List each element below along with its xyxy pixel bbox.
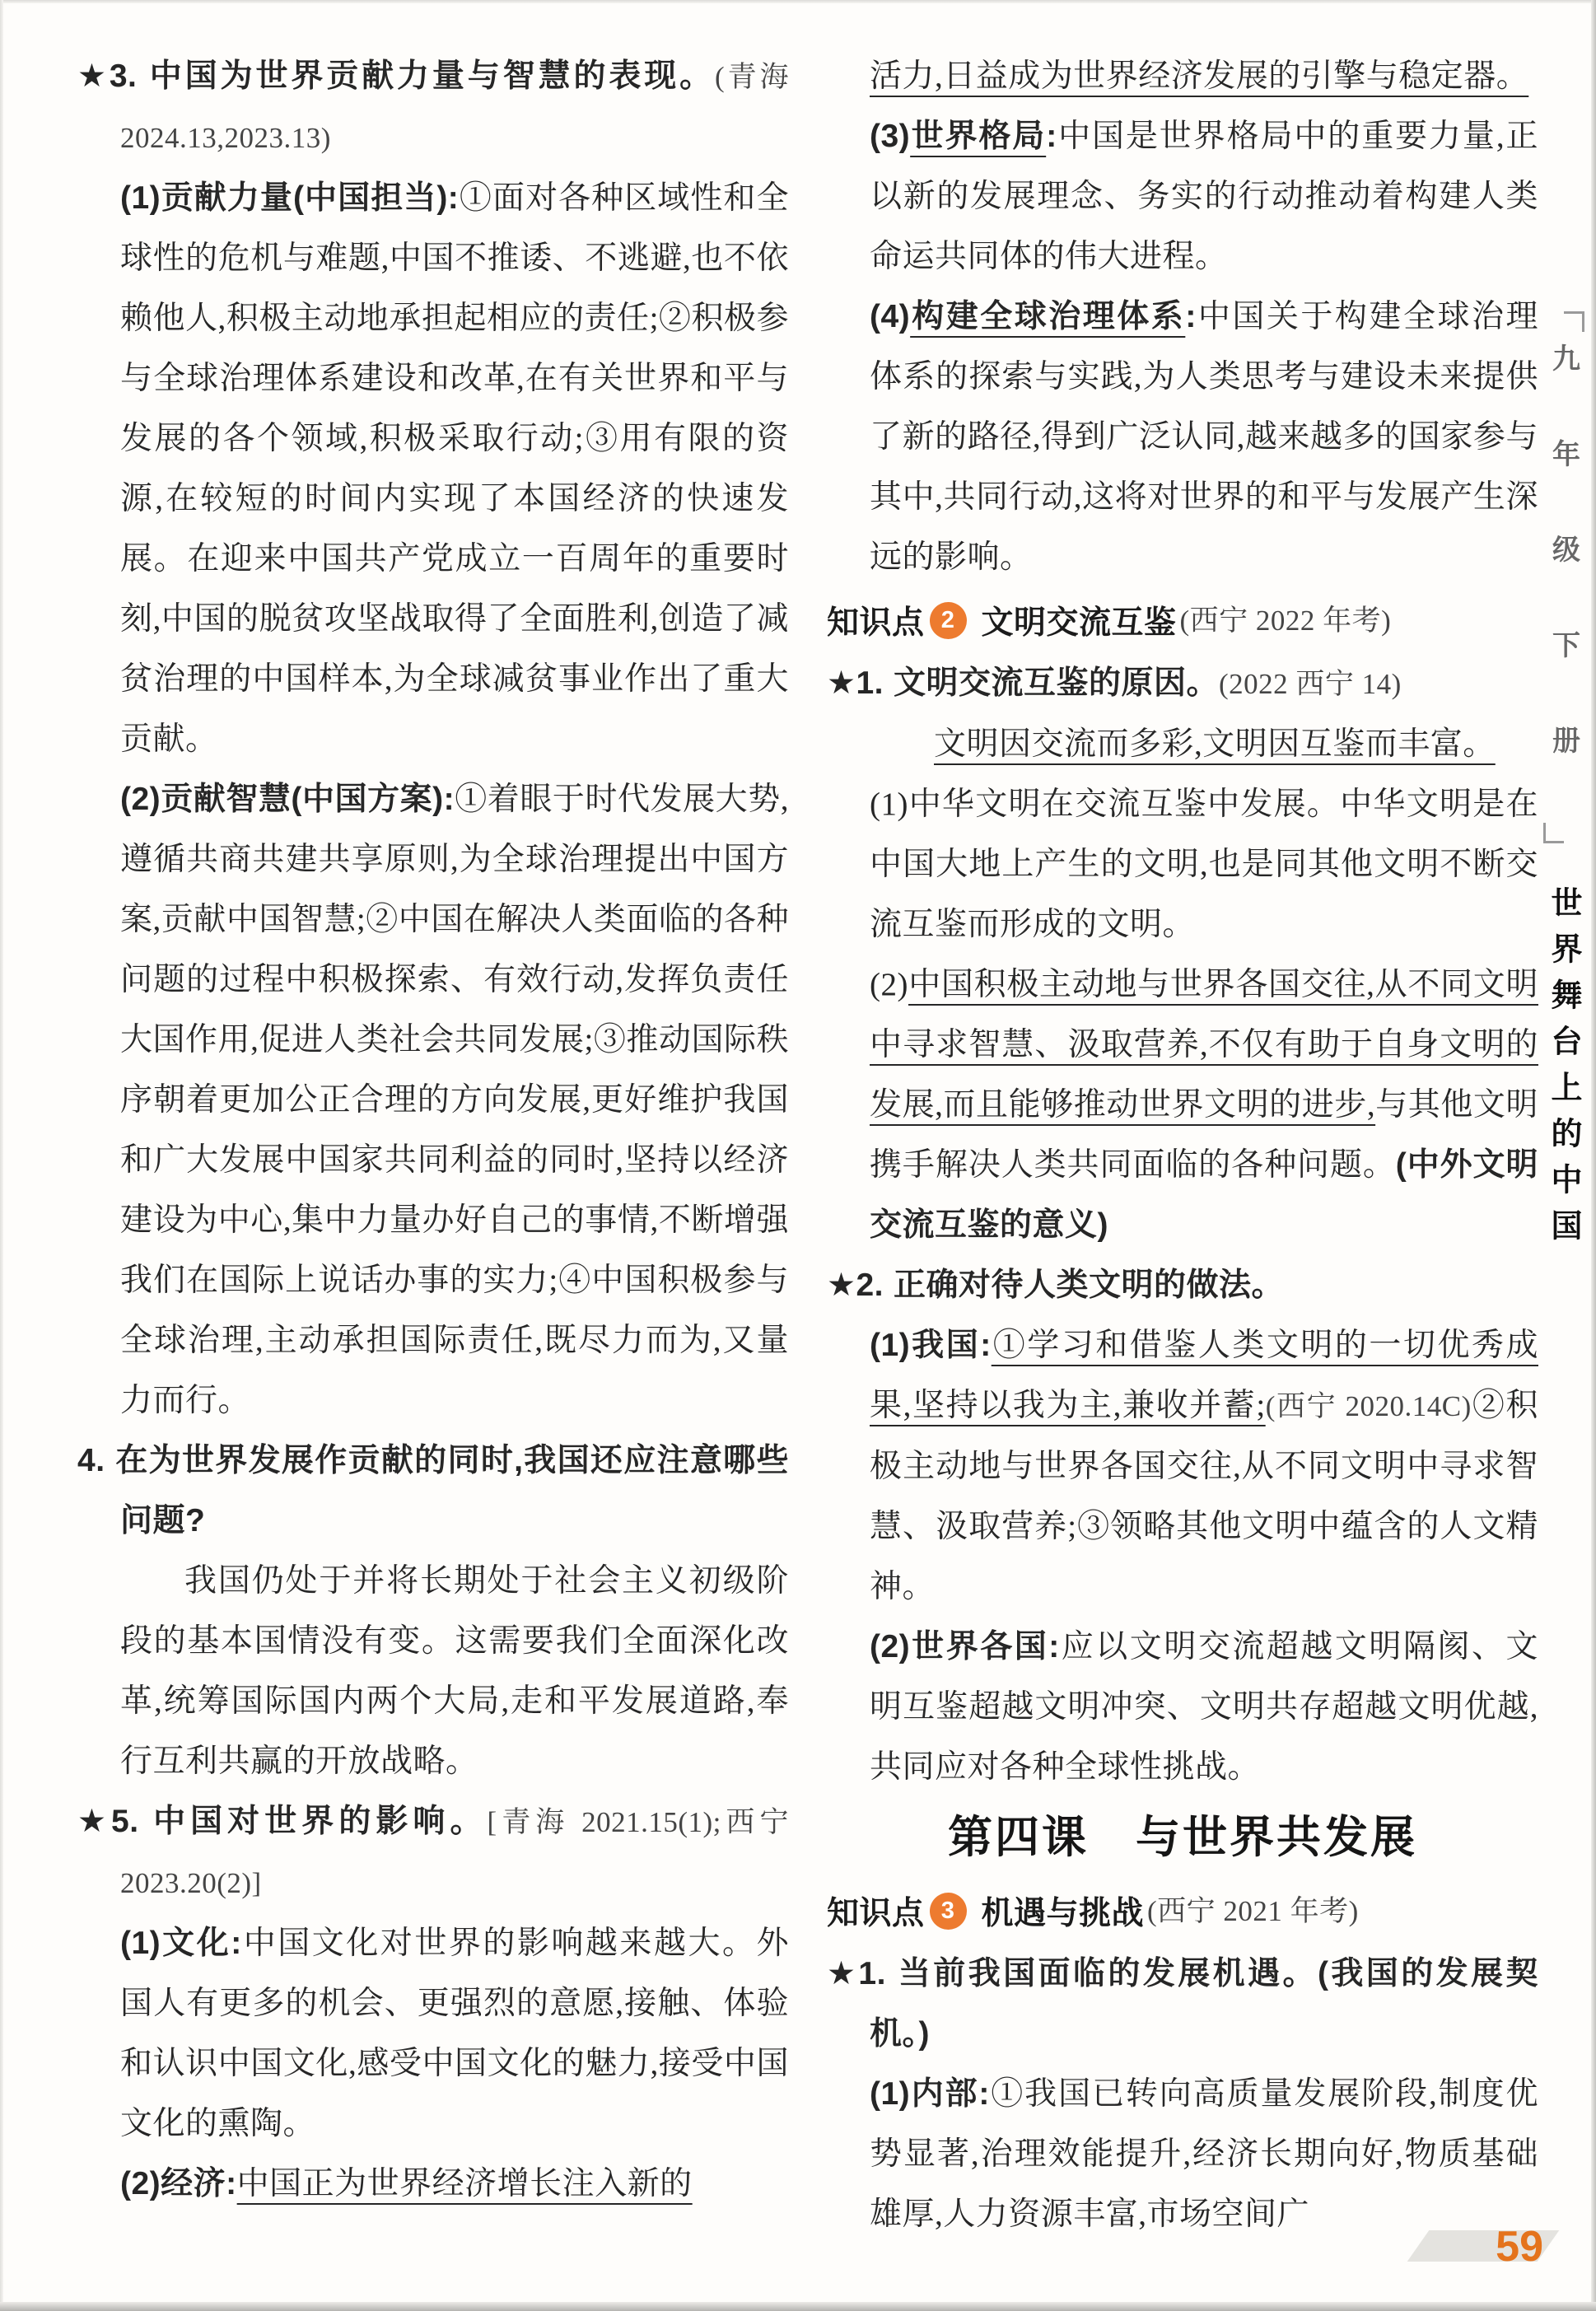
paragraph bbox=[77, 1551, 789, 1791]
item-head bbox=[77, 46, 789, 168]
text-run: 中国文化对世界的影响越来越大。外国人有更多的机会、更强烈的意愿,接触、体验和认识中国文化,感受中国文化的魅力,接受中国文化的熏陶。 bbox=[120, 1926, 789, 2141]
text-run: 中国积极主动地与世界各国交往,从不同文明中寻求智慧、汲取营养,不仅有助于自身文明的发展,而且能够推动世界文明的进步, bbox=[870, 967, 1538, 1123]
item-head bbox=[827, 1255, 1538, 1315]
text-run: (4) bbox=[870, 299, 911, 334]
text-run: (青海 2024.13,2023.13) bbox=[120, 61, 789, 154]
item-marker: ★1. bbox=[827, 665, 884, 701]
text-run: (3) bbox=[870, 119, 911, 154]
knowledge-point-number-badge: 3 bbox=[930, 1893, 967, 1930]
exam-source: (西宁 2021 年考) bbox=[1147, 1894, 1359, 1927]
item-marker: ★1. bbox=[827, 1956, 886, 1991]
text-run: 正确对待人类文明的做法。 bbox=[894, 1268, 1285, 1303]
text-run: 与其他文明携手解决人类共同面临的各种问题。 bbox=[870, 1087, 1538, 1183]
text-run: (1)文化: bbox=[120, 1926, 242, 1961]
paragraph bbox=[827, 106, 1538, 287]
paragraph bbox=[77, 1913, 789, 2154]
bracket-bottom-icon bbox=[1543, 823, 1564, 843]
content-area bbox=[77, 46, 1538, 2308]
paragraph bbox=[827, 1617, 1538, 1797]
paragraph bbox=[827, 46, 1538, 106]
text-run: ①我国已转向高质量发展阶段,制度优势显著,治理效能提升,经济长期向好,物质基础雄厚,人力资源丰富,市场空间广 bbox=[870, 2076, 1538, 2232]
text-run: (1)贡献力量(中国担当): bbox=[120, 180, 460, 216]
bracket-top-icon bbox=[1564, 311, 1584, 332]
text-run: (2)经济: bbox=[120, 2166, 237, 2201]
paragraph bbox=[77, 168, 789, 769]
item-head bbox=[827, 653, 1538, 714]
text-run: 当前我国面临的发展机遇。(我国的发展契机。) bbox=[870, 1956, 1538, 2052]
text-run: 世界格局 bbox=[910, 119, 1047, 154]
sidebar-chapter-label: 世界舞台上的中国 bbox=[1546, 886, 1580, 1255]
text-run: : bbox=[1185, 299, 1197, 334]
item-marker: ★2. bbox=[827, 1268, 884, 1303]
text-run: 构建全球治理体系 bbox=[910, 299, 1186, 334]
knowledge-point-header bbox=[827, 1878, 1538, 1944]
text-run: 文明因交流而多彩,文明因互鉴而丰富。 bbox=[934, 726, 1496, 762]
item-head bbox=[77, 1431, 789, 1551]
volume-label: 九年级下册 bbox=[1547, 343, 1580, 821]
knowledge-point-label: 知识点 bbox=[827, 1896, 925, 1931]
text-run: 中国关于构建全球治理体系的探索与实践,为人类思考与建设未来提供了新的路径,得到广泛认同,越来越多的国家参与其中,共同行动,这将对世界的和平与发展产生深远的影响。 bbox=[870, 299, 1538, 575]
text-run: 在为世界发展作贡献的同时,我国还应注意哪些问题? bbox=[114, 1443, 789, 1538]
course-heading: 第四课 与世界共发展 bbox=[948, 1813, 1417, 1862]
text-run: (2)世界各国: bbox=[870, 1629, 1060, 1664]
item-head bbox=[827, 1944, 1538, 2064]
text-run: [青海 2021.15(1);西宁 2023.20(2)] bbox=[120, 1806, 789, 1899]
sidebar-volume-tab bbox=[1538, 311, 1589, 843]
knowledge-point-title: 文明交流互鉴 bbox=[981, 605, 1177, 641]
knowledge-point-label: 知识点 bbox=[827, 605, 925, 641]
paragraph bbox=[827, 287, 1538, 587]
paragraph bbox=[827, 1315, 1538, 1617]
item-marker: 4. bbox=[77, 1443, 105, 1478]
paragraph bbox=[77, 769, 789, 1431]
paragraph bbox=[77, 2154, 789, 2214]
exam-source: (西宁 2022 年考) bbox=[1179, 604, 1392, 637]
text-run: 应以文明交流超越文明隔阂、文明互鉴超越文明冲突、文明共存超越文明优越,共同应对各种全球性挑战。 bbox=[870, 1629, 1538, 1785]
text-run: (2) bbox=[870, 967, 908, 1002]
scan-edge-right bbox=[1591, 0, 1596, 2311]
text-run: 中国为世界贡献力量与智慧的表现。 bbox=[147, 58, 716, 94]
knowledge-point-title: 机遇与挑战 bbox=[981, 1896, 1145, 1931]
text-run: (2022 西宁 14) bbox=[1219, 668, 1402, 700]
text-run: (中外文明交流互鉴的意义) bbox=[870, 1147, 1538, 1243]
paragraph bbox=[827, 774, 1538, 955]
text-run: 中国是世界格局中的重要力量,正以新的发展理念、务实的行动推动着构建人类命运共同体的伟大进程。 bbox=[870, 119, 1538, 274]
knowledge-point-number-badge: 2 bbox=[930, 602, 967, 639]
paragraph bbox=[827, 2064, 1538, 2244]
item-marker: ★3. bbox=[77, 58, 138, 94]
text-run: 我国仍处于并将长期处于社会主义初级阶段的基本国情没有变。这需要我们全面深化改革,统筹国际国内两个大局,走和平发展道路,奉行互利共赢的开放战略。 bbox=[120, 1563, 789, 1779]
text-run: (2)贡献智慧(中国方案): bbox=[120, 782, 455, 817]
page-number: 59 bbox=[1496, 2223, 1543, 2271]
text-run: (1)中华文明在交流互鉴中发展。中华文明是在中国大地上产生的文明,也是同其他文明不断交流互鉴而形成的文明。 bbox=[870, 787, 1538, 942]
item-head bbox=[77, 1791, 789, 1913]
paragraph bbox=[827, 714, 1538, 774]
scan-edge-left bbox=[0, 0, 3, 2311]
text-run: : bbox=[1046, 119, 1057, 154]
text-run: (西宁 2020.14C) bbox=[1265, 1390, 1472, 1422]
text-run: 活力,日益成为世界经济发展的引擎与稳定器。 bbox=[870, 58, 1529, 94]
text-run: (1)我国: bbox=[870, 1328, 992, 1363]
paragraph bbox=[827, 955, 1538, 1255]
text-run: 中国对世界的影响。 bbox=[148, 1804, 488, 1839]
right-column bbox=[827, 46, 1538, 2308]
text-run: 文明交流互鉴的原因。 bbox=[894, 665, 1220, 701]
left-column bbox=[77, 46, 789, 2308]
scan-edge-top bbox=[0, 0, 1596, 3]
text-run: ①学习和借鉴人类文明的一切优秀成果,坚持以我为主,兼收并蓄; bbox=[870, 1328, 1538, 1423]
text-run: ②积极主动地与世界各国交往,从不同文明中寻求智慧、汲取营养;③领略其他文明中蕴含的人文精神。 bbox=[870, 1388, 1538, 1604]
text-run: (1)内部: bbox=[870, 2076, 990, 2112]
item-marker: ★5. bbox=[77, 1804, 139, 1839]
text-run: ①面对各种区域性和全球性的危机与难题,中国不推诿、不逃避,也不依赖他人,积极主动地承担起相应的责任;②积极参与全球治理体系建设和改革,在有关世界和平与发展的各个领域,积极采取行动;③用有限的资源,在较短的时间内实现了本国经济的快速发展。在迎来中国共产党成立一百周年的重要时刻,中国的脱贫攻坚战取得了全面胜利,创造了减贫治理的中国样本,为全球减贫事业作出了重大贡献。 bbox=[120, 180, 789, 757]
text-run: 中国正为世界经济增长注入新的 bbox=[236, 2166, 693, 2201]
text-run: ①着眼于时代发展大势,遵循共商共建共享原则,为全球治理提出中国方案,贡献中国智慧;②中国在解决人类面临的各种问题的过程中积极探索、有效行动,发挥负责任大国作用,促进人类社会共同发展;③推动国际秩序朝着更加公正合理的方向发展,更好维护我国和广大发展中国家共同利益的同时,坚持以经济建设为中心,集中力量办好自己的事情,不断增强我们在国际上说话办事的实力;④中国积极参与全球治理,主动承担国际责任,既尽力而为,又量力而行。 bbox=[120, 782, 789, 1418]
knowledge-point-header bbox=[827, 587, 1538, 653]
